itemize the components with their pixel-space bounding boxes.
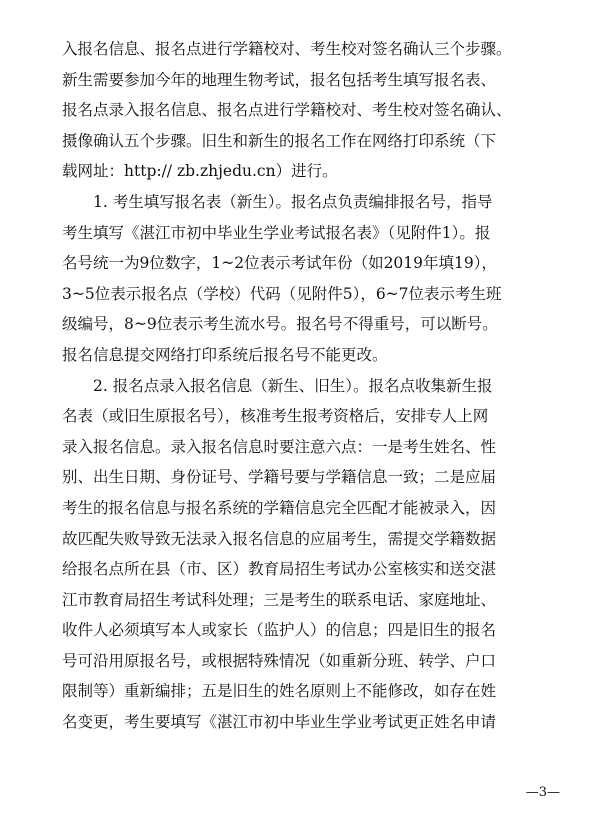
text-line: 报名信息提交网络打印系统后报名号不能更改。 (62, 345, 388, 364)
text-line: 名表（或旧生原报名号），核准考生报考资格后，安排专人上网 (62, 407, 489, 426)
text-line: 名号统一为9位数字，1~2位表示考试年份（如2019年填19）， (62, 254, 497, 273)
text-line: 江市教育局招生考试科处理；三是考生的联系电话、家庭地址、 (62, 590, 497, 609)
text-line: 3~5位表示报名点（学校）代码（见附件5），6~7位表示考生班 (62, 284, 502, 303)
text-line: 收件人必须填写本人或家长（监护人）的信息；四是旧生的报名 (62, 621, 497, 640)
text-line: 摄像确认五个步骤。旧生和新生的报名工作在网络打印系统（下 (62, 131, 497, 150)
text-line: 1. 考生填写报名表（新生）。报名点负责编排报名号，指导 (93, 192, 493, 211)
text-line: 限制等）重新编排；五是旧生的姓名原则上不能修改，如存在姓 (62, 682, 497, 701)
text-line: 入报名信息、报名点进行学籍校对、考生校对签名确认三个步骤。 (62, 40, 512, 58)
text-line: 名变更，考生要填写《湛江市初中毕业生学业考试更正姓名申请 (62, 713, 497, 732)
text-line: 故匹配失败导致无法录入报名信息的应届考生，需提交学籍数据 (62, 529, 497, 548)
text-line: 考生的报名信息与报名系统的学籍信息完全匹配才能被录入，因 (62, 498, 497, 517)
paragraph-continuation (62, 34, 554, 187)
text-line: 2. 报名点录入报名信息（新生、旧生）。报名点收集新生报 (93, 376, 493, 395)
page-number: —3— (525, 785, 560, 800)
paragraph-item-2 (62, 371, 554, 738)
text-line: 给报名点所在县（市、区）教育局招生考试办公室核实和送交湛 (62, 560, 497, 579)
document-body (62, 34, 554, 738)
paragraph-item-1 (62, 187, 554, 371)
text-line: 报名点录入报名信息、报名点进行学籍校对、考生校对签名确认、 (62, 101, 512, 120)
text-line: 号可沿用原报名号，或根据特殊情况（如重新分班、转学、户口 (62, 651, 497, 670)
text-line: 录入报名信息。录入报名信息时要注意六点：一是考生姓名、性 (62, 437, 497, 456)
text-line: 载网址：http:// zb.zhjedu.cn）进行。 (62, 162, 338, 181)
text-line: 级编号，8~9位表示考生流水号。报名号不得重号，可以断号。 (62, 315, 498, 334)
text-line: 别、出生日期、身份证号、学籍号要与学籍信息一致；二是应届 (62, 468, 497, 487)
text-line: 考生填写《湛江市初中毕业生学业考试报名表》（见附件1）。报 (62, 223, 491, 242)
text-line: 新生需要参加今年的地理生物考试，报名包括考生填写报名表、 (62, 70, 497, 89)
